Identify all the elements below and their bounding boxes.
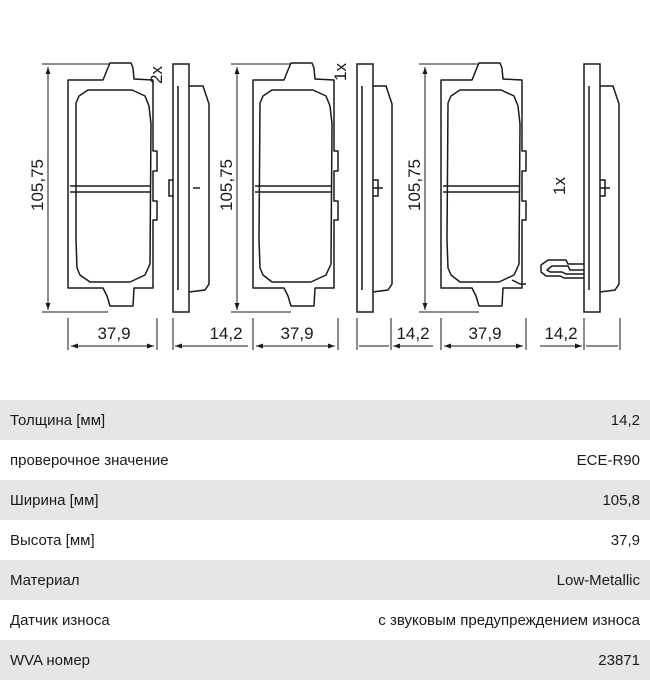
spec-value: с звуковым предупреждением износа xyxy=(378,611,640,629)
dim-thickness-label-1: 14,2 xyxy=(209,324,243,343)
specs-table xyxy=(0,400,650,680)
spec-row-width xyxy=(0,480,650,520)
dim-width-label-2: 37,9 xyxy=(280,324,314,343)
spec-row-wva-number xyxy=(0,640,650,680)
spec-value: 23871 xyxy=(598,651,640,669)
pad-side-view-3 xyxy=(584,64,619,312)
dim-thickness-label-2: 14,2 xyxy=(396,324,430,343)
dim-height-label-1: 105,75 xyxy=(28,159,47,211)
spec-row-test-mark xyxy=(0,440,650,480)
dim-height-label-3: 105,75 xyxy=(405,159,424,211)
spec-label: WVA номер xyxy=(10,651,91,669)
spec-row-height xyxy=(0,520,650,560)
pad-count-2: 1x xyxy=(331,63,350,81)
spec-value: Low-Metallic xyxy=(556,571,640,589)
spec-row-material xyxy=(0,560,650,600)
spec-label: Датчик износа xyxy=(10,611,110,629)
dim-width-label-3: 37,9 xyxy=(468,324,502,343)
pad-front-view-2 xyxy=(253,63,338,306)
pad-side-view-1 xyxy=(169,64,209,312)
spec-label: Материал xyxy=(10,571,80,589)
pad-front-view-1 xyxy=(68,63,157,306)
spec-label: Высота [мм] xyxy=(10,531,95,549)
spec-label: Толщина [мм] xyxy=(10,411,106,429)
dim-thickness-label-3: 14,2 xyxy=(544,324,578,343)
spec-value: 37,9 xyxy=(610,531,640,549)
pad-count-3: 1x xyxy=(550,177,569,195)
spec-value: ECE-R90 xyxy=(576,451,640,469)
spec-label: проверочное значение xyxy=(10,451,169,469)
dim-height-label-2: 105,75 xyxy=(217,159,236,211)
pad-side-view-2 xyxy=(357,64,392,312)
spec-label: Ширина [мм] xyxy=(10,491,99,509)
spec-value: 14,2 xyxy=(610,411,640,429)
wear-sensor-clip xyxy=(541,260,584,278)
pad-count-1: 2x xyxy=(147,66,166,84)
spec-row-thickness xyxy=(0,400,650,440)
spec-value: 105,8 xyxy=(602,491,640,509)
pad-front-view-3 xyxy=(441,63,526,306)
spec-row-wear-sensor xyxy=(0,600,650,640)
dim-width-label-1: 37,9 xyxy=(97,324,131,343)
